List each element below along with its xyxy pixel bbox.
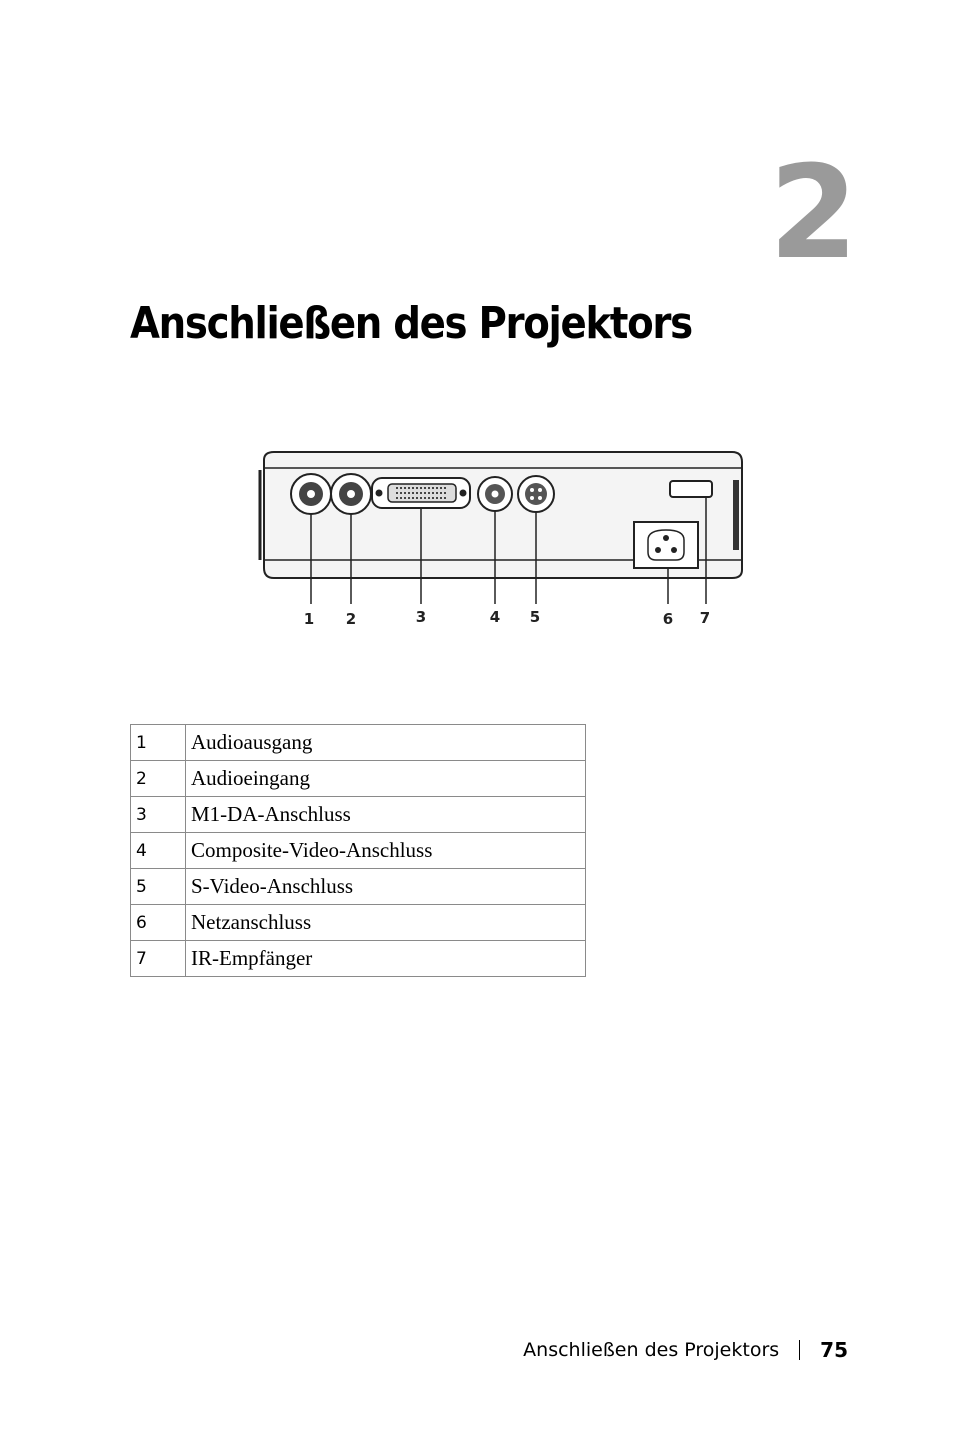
chapter-number: 2 <box>768 139 858 288</box>
legend-label: M1-DA-Anschluss <box>186 797 586 833</box>
callout-5: 5 <box>529 608 541 626</box>
legend-number: 1 <box>131 725 186 761</box>
legend-number: 5 <box>131 869 186 905</box>
callout-6: 6 <box>662 610 674 628</box>
legend-table <box>130 724 586 977</box>
legend-number: 3 <box>131 797 186 833</box>
footer-divider <box>799 1340 800 1360</box>
legend-label: Composite-Video-Anschluss <box>186 833 586 869</box>
callout-2: 2 <box>345 610 357 628</box>
legend-label: Netzanschluss <box>186 905 586 941</box>
legend-label: Audioausgang <box>186 725 586 761</box>
audio-in-port <box>331 474 371 514</box>
table-row <box>131 797 586 833</box>
m1-da-port <box>372 478 470 508</box>
legend-label: IR-Empfänger <box>186 941 586 977</box>
footer-section-title: Anschließen des Projektors <box>523 1339 780 1361</box>
composite-video-port <box>478 477 512 511</box>
chapter-title: Anschließen des Projektors <box>130 298 692 349</box>
table-row <box>131 833 586 869</box>
callout-4: 4 <box>489 608 501 626</box>
table-row <box>131 761 586 797</box>
table-row <box>131 905 586 941</box>
projector-rear-panel-figure <box>250 440 750 640</box>
legend-number: 6 <box>131 905 186 941</box>
table-row <box>131 725 586 761</box>
legend-label: S-Video-Anschluss <box>186 869 586 905</box>
s-video-port <box>518 476 554 512</box>
callout-1: 1 <box>303 610 315 628</box>
ir-receiver <box>670 481 712 497</box>
page-number: 75 <box>820 1338 848 1362</box>
legend-number: 4 <box>131 833 186 869</box>
legend-label: Audioeingang <box>186 761 586 797</box>
table-row <box>131 869 586 905</box>
legend-number: 2 <box>131 761 186 797</box>
table-row <box>131 941 586 977</box>
audio-out-port <box>291 474 331 514</box>
page-footer <box>523 1338 848 1362</box>
legend-number: 7 <box>131 941 186 977</box>
callout-3: 3 <box>415 608 427 626</box>
power-port <box>634 522 698 568</box>
callout-7: 7 <box>699 609 711 627</box>
